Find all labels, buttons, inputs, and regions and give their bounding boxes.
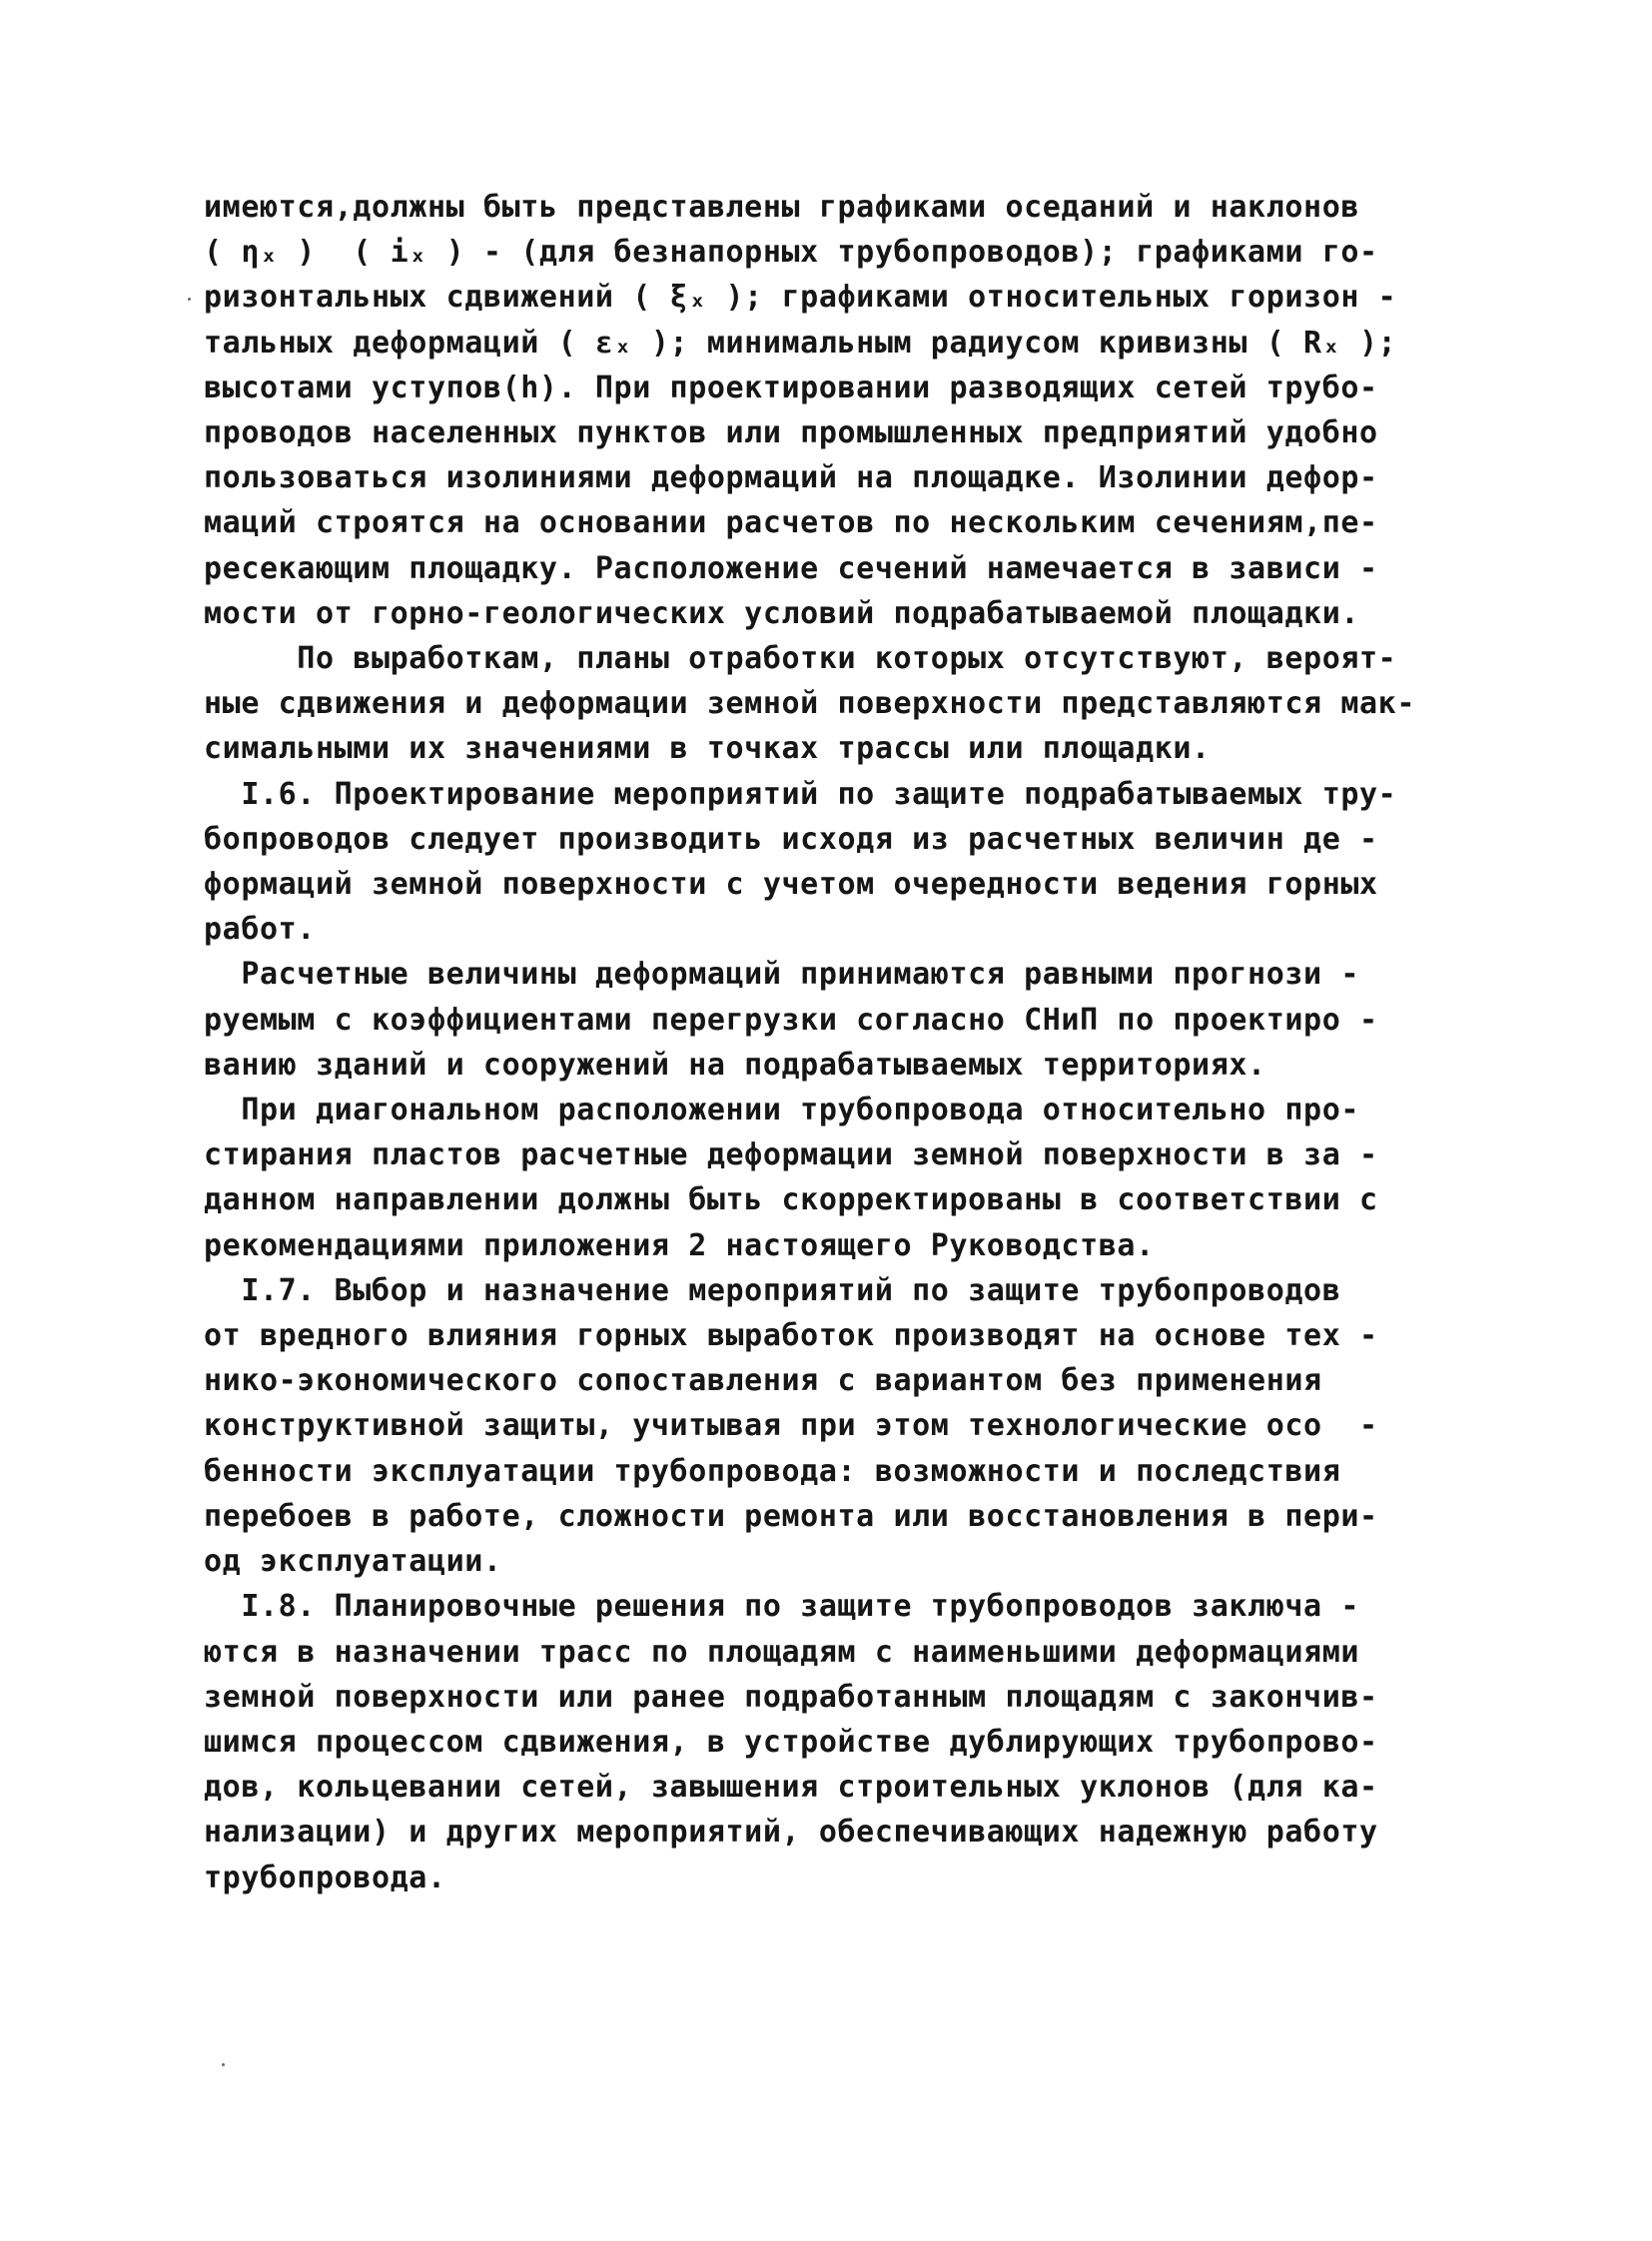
scan-speck xyxy=(188,298,191,301)
text-line-11: По выработкам, планы отработки которых отсутствуют, вероят- xyxy=(204,641,1397,677)
text-line-38: трубопровода. xyxy=(204,1860,446,1895)
text-line-30: перебоев в работе, сложности ремонта или восстановления в пери- xyxy=(204,1498,1378,1534)
text-line-7: пользоваться изолиниями деформаций на площадке. Изолинии дефор- xyxy=(204,460,1378,496)
text-line-34: земной поверхности или ранее подработанным площадям с закончив- xyxy=(204,1679,1378,1715)
text-line-37: нализации) и других мероприятий, обеспечивающих надежную работу xyxy=(204,1815,1378,1851)
text-line-23: данном направлении должны быть скорректированы в соответствии с xyxy=(204,1182,1378,1218)
document-text xyxy=(204,185,1467,1900)
text-line-13: симальными их значениями в точках трассы или площадки. xyxy=(204,731,1211,767)
text-line-9: ресекающим площадку. Расположение сечений намечается в зависи - xyxy=(204,550,1378,586)
text-line-4: тальных деформаций ( εₓ ); минимальным радиусом кривизны ( Rₓ ); xyxy=(204,325,1397,361)
text-line-25: I.7. Выбор и назначение мероприятий по защите трубопроводов xyxy=(204,1272,1341,1308)
text-line-29: бенности эксплуатации трубопровода: возможности и последствия xyxy=(204,1453,1341,1489)
text-line-12: ные сдвижения и деформации земной поверхности представляются мак- xyxy=(204,686,1415,722)
text-line-3: ризонтальных сдвижений ( ξₓ ); графиками относительных горизон - xyxy=(204,280,1397,316)
text-line-17: работ. xyxy=(204,912,316,948)
text-line-20: ванию зданий и сооружений на подрабатываемых территориях. xyxy=(204,1047,1266,1083)
text-line-19: руемым с коэффициентами перегрузки согласно СНиП по проектиро - xyxy=(204,1002,1378,1038)
text-line-1: имеются,должны быть представлены графиками оседаний и наклонов xyxy=(204,190,1360,225)
text-line-14: I.6. Проектирование мероприятий по защите подрабатываемых тру- xyxy=(204,776,1397,812)
text-line-26: от вредного влияния горных выработок производят на основе тех - xyxy=(204,1318,1378,1354)
text-line-5: высотами уступов(h). При проектировании разводящих сетей трубо- xyxy=(204,370,1378,405)
text-line-10: мости от горно-геологических условий подрабатываемой площадки. xyxy=(204,595,1360,631)
text-line-2: ( ηₓ ) ( iₓ ) - (для безнапорных трубопроводов); графиками го- xyxy=(204,235,1378,271)
scan-speck xyxy=(222,2063,225,2066)
text-line-16: формаций земной поверхности с учетом очередности ведения горных xyxy=(204,867,1378,903)
text-line-32: I.8. Планировочные решения по защите трубопроводов заключа - xyxy=(204,1589,1360,1625)
text-line-6: проводов населенных пунктов или промышленных предприятий удобно xyxy=(204,415,1378,451)
text-line-31: од эксплуатации. xyxy=(204,1544,502,1580)
text-line-21: При диагональном расположении трубопровода относительно про- xyxy=(204,1093,1360,1128)
text-line-18: Расчетные величины деформаций принимаются равными прогнози - xyxy=(204,957,1360,993)
text-line-36: дов, кольцевании сетей, завышения строительных уклонов (для ка- xyxy=(204,1770,1378,1806)
text-line-35: шимся процессом сдвижения, в устройстве дублирующих трубопрово- xyxy=(204,1724,1378,1760)
text-line-24: рекомендациями приложения 2 настоящего Руководства. xyxy=(204,1227,1155,1263)
text-line-15: бопроводов следует производить исходя из расчетных величин де - xyxy=(204,821,1378,857)
text-line-8: маций строятся на основании расчетов по нескольким сечениям,пе- xyxy=(204,505,1378,541)
text-line-22: стирания пластов расчетные деформации земной поверхности в за - xyxy=(204,1137,1378,1173)
text-line-28: конструктивной защиты, учитывая при этом технологические осо - xyxy=(204,1408,1378,1444)
text-line-33: ются в назначении трасс по площадям с наименьшими деформациями xyxy=(204,1634,1360,1670)
text-line-27: нико-экономического сопоставления с вариантом без применения xyxy=(204,1363,1322,1399)
